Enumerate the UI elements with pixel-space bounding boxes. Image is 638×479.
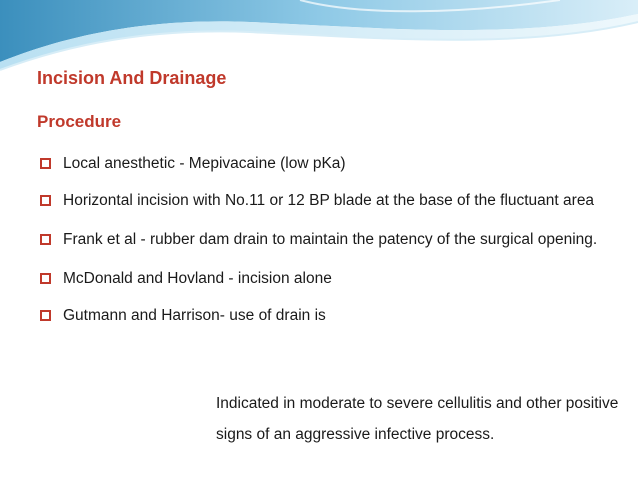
section-heading: Procedure	[37, 112, 122, 131]
bullet-text: Horizontal incision with No.11 or 12 BP blade at the base of the fluctuant area	[63, 192, 595, 209]
bullet-item	[40, 300, 620, 331]
bullet-item	[40, 224, 620, 255]
bullet-item	[40, 185, 620, 216]
bullet-text: McDonald and Hovland - incision alone	[63, 270, 332, 287]
square-bullet-icon	[40, 195, 51, 206]
square-bullet-icon	[40, 273, 51, 284]
bullet-continuation-text: Indicated in moderate to severe cellulitis and other positive signs of an aggressive infective process.	[216, 395, 619, 443]
slide-title: Incision And Drainage	[37, 68, 227, 88]
square-bullet-icon	[40, 234, 51, 245]
bullet-item	[40, 263, 620, 294]
bullet-text: Gutmann and Harrison- use of drain is	[63, 307, 326, 324]
bullet-item	[40, 148, 620, 179]
bullet-list	[40, 148, 620, 337]
square-bullet-icon	[40, 310, 51, 321]
bullet-text: Frank et al - rubber dam drain to maintain the patency of the surgical opening.	[63, 231, 598, 248]
square-bullet-icon	[40, 158, 51, 169]
bullet-text: Local anesthetic - Mepivacaine (low pKa)	[63, 155, 346, 172]
